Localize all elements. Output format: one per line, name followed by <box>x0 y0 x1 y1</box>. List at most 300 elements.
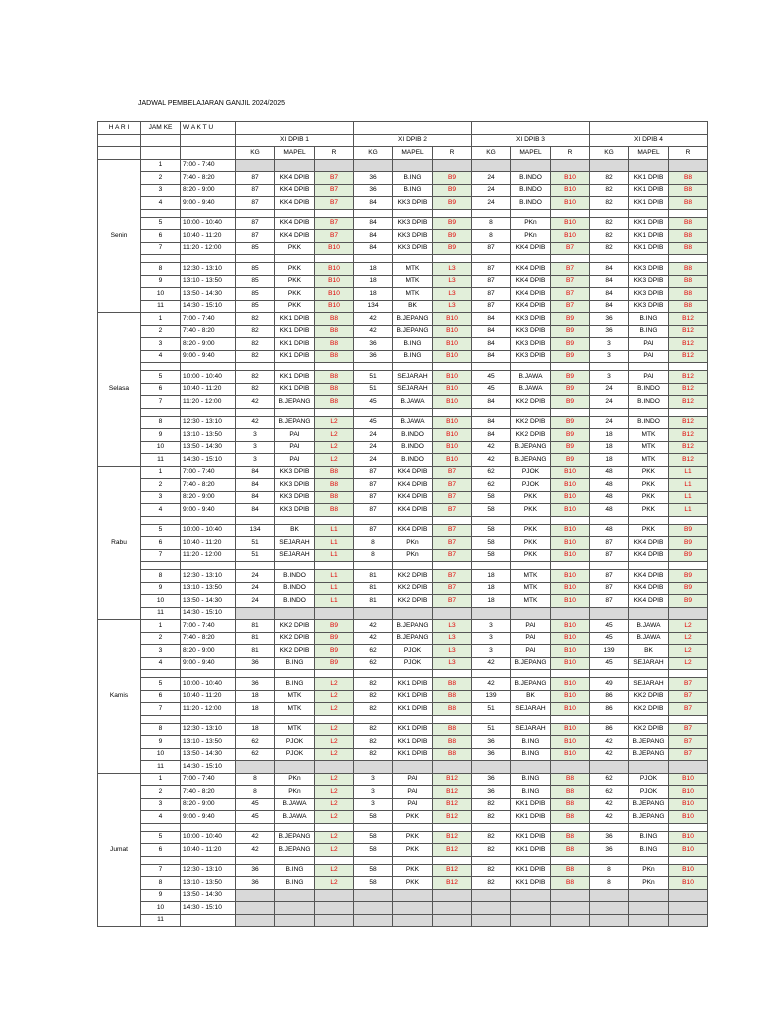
kg-cell: 45 <box>472 383 511 396</box>
kg-cell: 36 <box>236 877 275 890</box>
mapel-cell: PJOK <box>511 466 551 479</box>
jam-ke-cell <box>141 516 181 524</box>
mapel-cell: KK1 DPIB <box>393 703 433 716</box>
room-cell <box>551 761 590 774</box>
class-header <box>236 122 354 135</box>
room-cell: B8 <box>433 748 472 761</box>
mapel-cell <box>275 761 315 774</box>
jam-ke-cell: 2 <box>141 479 181 492</box>
jam-ke-cell: 8 <box>141 877 181 890</box>
kg-cell: 24 <box>236 570 275 583</box>
jam-ke-cell: 1 <box>141 313 181 326</box>
kg-cell <box>472 670 511 678</box>
mapel-cell <box>393 761 433 774</box>
room-cell: L1 <box>315 595 354 608</box>
jam-ke-cell: 2 <box>141 786 181 799</box>
waktu-cell: 7:40 - 8:20 <box>181 479 236 492</box>
room-cell: B7 <box>551 263 590 276</box>
room-cell <box>551 715 590 723</box>
mapel-cell <box>511 516 551 524</box>
mapel-cell: KK1 DPIB <box>629 172 669 185</box>
mapel-cell: KK1 DPIB <box>511 811 551 824</box>
mapel-cell: PKK <box>629 479 669 492</box>
kg-cell: 85 <box>236 263 275 276</box>
kg-cell: 42 <box>236 831 275 844</box>
room-cell <box>433 914 472 927</box>
kg-cell: 3 <box>354 798 393 811</box>
waktu-cell <box>181 363 236 371</box>
mapel-cell: KK3 DPIB <box>511 350 551 363</box>
room-cell <box>551 902 590 915</box>
room-cell <box>551 607 590 620</box>
kg-cell: 82 <box>236 325 275 338</box>
kg-cell: 48 <box>590 524 629 537</box>
jam-ke-cell: 4 <box>141 504 181 517</box>
class-name: XI DPIB 4 <box>590 134 708 147</box>
mapel-cell: B.INDO <box>393 441 433 454</box>
jam-ke-cell: 4 <box>141 657 181 670</box>
room-cell <box>669 670 708 678</box>
waktu-cell: 13:50 - 14:30 <box>181 889 236 902</box>
room-cell <box>551 562 590 570</box>
mapel-cell: B.INDO <box>393 454 433 467</box>
room-cell: B10 <box>551 549 590 562</box>
jam-ke-cell <box>141 670 181 678</box>
waktu-cell: 12:30 - 13:10 <box>181 416 236 429</box>
kg-cell: 36 <box>236 864 275 877</box>
mapel-cell: KK1 DPIB <box>393 678 433 691</box>
room-cell <box>433 516 472 524</box>
mapel-cell: B.JAWA <box>393 396 433 409</box>
room-cell: B8 <box>669 242 708 255</box>
room-cell: L3 <box>433 263 472 276</box>
waktu-cell: 14:30 - 15:10 <box>181 761 236 774</box>
kg-cell: 82 <box>590 242 629 255</box>
room-cell: L2 <box>315 786 354 799</box>
mapel-cell: PKK <box>393 831 433 844</box>
kg-cell: 84 <box>472 313 511 326</box>
header-jamke: JAM KE <box>141 122 181 135</box>
mapel-cell: SEJARAH <box>275 537 315 550</box>
kg-cell: 86 <box>590 723 629 736</box>
kg-cell: 24 <box>590 416 629 429</box>
jam-ke-cell: 7 <box>141 549 181 562</box>
mapel-cell <box>629 209 669 217</box>
mapel-cell <box>511 856 551 864</box>
room-cell: B10 <box>433 429 472 442</box>
waktu-cell: 11:20 - 12:00 <box>181 242 236 255</box>
schedule-row <box>98 645 708 658</box>
room-cell <box>551 408 590 416</box>
kg-cell: 42 <box>354 620 393 633</box>
room-cell: L1 <box>315 524 354 537</box>
mapel-cell: KK2 DPIB <box>393 595 433 608</box>
schedule-row <box>98 786 708 799</box>
mapel-cell: PJOK <box>511 479 551 492</box>
mapel-cell: B.ING <box>393 350 433 363</box>
room-cell: L2 <box>669 620 708 633</box>
kg-cell <box>472 856 511 864</box>
schedule-row <box>98 607 708 620</box>
kg-cell: 18 <box>590 429 629 442</box>
mapel-cell: KK1 DPIB <box>393 690 433 703</box>
mapel-cell <box>511 607 551 620</box>
mapel-cell: SEJARAH <box>629 657 669 670</box>
mapel-cell: B.INDO <box>275 582 315 595</box>
kg-cell: 42 <box>472 441 511 454</box>
kg-cell: 87 <box>354 504 393 517</box>
mapel-cell: B.ING <box>629 844 669 857</box>
mapel-cell: PKn <box>275 773 315 786</box>
kg-cell: 87 <box>472 288 511 301</box>
room-cell: B8 <box>315 396 354 409</box>
mapel-cell: SEJARAH <box>629 678 669 691</box>
mapel-cell <box>393 902 433 915</box>
room-cell: B10 <box>551 703 590 716</box>
mapel-cell <box>511 914 551 927</box>
mapel-cell: B.JAWA <box>393 416 433 429</box>
jam-ke-cell <box>141 408 181 416</box>
mapel-cell: MTK <box>393 263 433 276</box>
kg-cell: 62 <box>354 645 393 658</box>
room-cell <box>551 516 590 524</box>
room-cell: B8 <box>433 690 472 703</box>
sub-header-mapel: MAPEL <box>511 147 551 160</box>
kg-cell: 58 <box>472 524 511 537</box>
kg-cell: 58 <box>354 864 393 877</box>
kg-cell <box>354 408 393 416</box>
kg-cell: 36 <box>472 786 511 799</box>
jam-ke-cell: 3 <box>141 798 181 811</box>
break-row <box>98 562 708 570</box>
room-cell: B8 <box>315 491 354 504</box>
kg-cell: 3 <box>236 429 275 442</box>
mapel-cell <box>629 562 669 570</box>
kg-cell <box>354 516 393 524</box>
room-cell: B8 <box>669 217 708 230</box>
jam-ke-cell: 6 <box>141 844 181 857</box>
kg-cell <box>472 159 511 172</box>
mapel-cell: B.ING <box>393 338 433 351</box>
kg-cell: 87 <box>590 595 629 608</box>
schedule-row <box>98 844 708 857</box>
mapel-cell: KK2 DPIB <box>275 620 315 633</box>
mapel-cell: PKn <box>393 549 433 562</box>
mapel-cell <box>393 516 433 524</box>
mapel-cell: KK1 DPIB <box>393 748 433 761</box>
kg-cell <box>472 408 511 416</box>
kg-cell: 62 <box>236 748 275 761</box>
room-cell: B7 <box>433 595 472 608</box>
mapel-cell: KK1 DPIB <box>511 798 551 811</box>
room-cell <box>551 823 590 831</box>
kg-cell <box>236 856 275 864</box>
mapel-cell: PKK <box>393 877 433 890</box>
room-cell: B12 <box>669 371 708 384</box>
mapel-cell: KK4 DPIB <box>275 197 315 210</box>
mapel-cell: KK2 DPIB <box>629 723 669 736</box>
mapel-cell: MTK <box>629 429 669 442</box>
jam-ke-cell: 10 <box>141 441 181 454</box>
room-cell: B10 <box>551 524 590 537</box>
kg-cell <box>590 823 629 831</box>
mapel-cell: BK <box>275 524 315 537</box>
mapel-cell: KK4 DPIB <box>629 570 669 583</box>
kg-cell: 18 <box>472 582 511 595</box>
room-cell <box>315 562 354 570</box>
kg-cell: 84 <box>590 288 629 301</box>
room-cell: B10 <box>551 217 590 230</box>
room-cell: B9 <box>669 524 708 537</box>
jam-ke-cell: 6 <box>141 537 181 550</box>
mapel-cell: B.ING <box>511 786 551 799</box>
waktu-cell <box>181 715 236 723</box>
mapel-cell <box>511 255 551 263</box>
jam-ke-cell: 11 <box>141 914 181 927</box>
header-row-sub <box>98 147 708 160</box>
jam-ke-cell: 4 <box>141 350 181 363</box>
jam-ke-cell <box>141 856 181 864</box>
room-cell: B8 <box>669 263 708 276</box>
mapel-cell <box>629 902 669 915</box>
kg-cell <box>590 856 629 864</box>
kg-cell: 82 <box>590 184 629 197</box>
mapel-cell: B.ING <box>629 325 669 338</box>
mapel-cell: PKn <box>511 217 551 230</box>
header-waktu: W A K T U <box>181 122 236 135</box>
jam-ke-cell: 9 <box>141 889 181 902</box>
schedule-row <box>98 582 708 595</box>
kg-cell: 51 <box>236 549 275 562</box>
room-cell: B10 <box>669 798 708 811</box>
waktu-cell <box>181 914 236 927</box>
room-cell: B12 <box>669 416 708 429</box>
kg-cell: 45 <box>354 396 393 409</box>
room-cell: B10 <box>551 479 590 492</box>
mapel-cell: PKK <box>629 466 669 479</box>
kg-cell: 45 <box>590 620 629 633</box>
mapel-cell: B.JAWA <box>511 383 551 396</box>
mapel-cell: KK4 DPIB <box>393 466 433 479</box>
room-cell: B10 <box>669 831 708 844</box>
kg-cell: 87 <box>472 263 511 276</box>
kg-cell: 45 <box>590 632 629 645</box>
mapel-cell <box>393 562 433 570</box>
schedule-row <box>98 877 708 890</box>
room-cell <box>315 159 354 172</box>
mapel-cell: PKK <box>511 491 551 504</box>
mapel-cell <box>393 159 433 172</box>
mapel-cell: KK1 DPIB <box>511 844 551 857</box>
room-cell: L2 <box>315 877 354 890</box>
mapel-cell <box>275 856 315 864</box>
header-hari: H A R I <box>98 122 141 135</box>
schedule-row <box>98 275 708 288</box>
waktu-cell <box>181 670 236 678</box>
room-cell <box>315 255 354 263</box>
kg-cell <box>472 562 511 570</box>
mapel-cell: PKK <box>275 263 315 276</box>
kg-cell: 82 <box>590 217 629 230</box>
waktu-cell: 13:10 - 13:50 <box>181 275 236 288</box>
waktu-cell: 9:00 - 9:40 <box>181 811 236 824</box>
schedule-row <box>98 491 708 504</box>
room-cell: B10 <box>433 325 472 338</box>
kg-cell <box>472 715 511 723</box>
mapel-cell: KK1 DPIB <box>393 723 433 736</box>
kg-cell <box>236 607 275 620</box>
mapel-cell: KK1 DPIB <box>275 371 315 384</box>
room-cell <box>433 761 472 774</box>
mapel-cell: KK4 DPIB <box>275 184 315 197</box>
jam-ke-cell: 4 <box>141 811 181 824</box>
break-row <box>98 209 708 217</box>
waktu-cell: 7:40 - 8:20 <box>181 786 236 799</box>
kg-cell: 87 <box>590 582 629 595</box>
kg-cell: 87 <box>590 537 629 550</box>
kg-cell: 84 <box>236 504 275 517</box>
room-cell: L2 <box>315 831 354 844</box>
mapel-cell: KK4 DPIB <box>629 537 669 550</box>
mapel-cell: PKK <box>275 242 315 255</box>
mapel-cell <box>511 902 551 915</box>
room-cell: B8 <box>551 798 590 811</box>
schedule-row <box>98 338 708 351</box>
mapel-cell: PAI <box>275 441 315 454</box>
schedule-row <box>98 288 708 301</box>
jam-ke-cell: 8 <box>141 263 181 276</box>
mapel-cell: B.JEPANG <box>275 844 315 857</box>
mapel-cell: KK1 DPIB <box>275 313 315 326</box>
kg-cell <box>354 670 393 678</box>
room-cell: B10 <box>551 537 590 550</box>
mapel-cell: B.JEPANG <box>511 441 551 454</box>
mapel-cell: KK4 DPIB <box>511 300 551 313</box>
kg-cell: 87 <box>236 197 275 210</box>
jam-ke-cell: 1 <box>141 466 181 479</box>
kg-cell <box>354 363 393 371</box>
room-cell: L2 <box>315 736 354 749</box>
kg-cell: 85 <box>236 288 275 301</box>
room-cell: B10 <box>551 466 590 479</box>
waktu-cell: 7:00 - 7:40 <box>181 159 236 172</box>
room-cell: B12 <box>669 338 708 351</box>
mapel-cell: B.JEPANG <box>511 454 551 467</box>
room-cell: B9 <box>315 632 354 645</box>
kg-cell <box>590 914 629 927</box>
mapel-cell: KK3 DPIB <box>629 263 669 276</box>
mapel-cell <box>629 363 669 371</box>
waktu-cell: 7:40 - 8:20 <box>181 325 236 338</box>
room-cell: B7 <box>669 690 708 703</box>
room-cell: L2 <box>315 798 354 811</box>
room-cell: B10 <box>433 371 472 384</box>
mapel-cell <box>393 670 433 678</box>
kg-cell: 45 <box>354 416 393 429</box>
kg-cell: 51 <box>354 383 393 396</box>
kg-cell: 84 <box>472 396 511 409</box>
room-cell: B9 <box>669 595 708 608</box>
kg-cell: 49 <box>590 678 629 691</box>
room-cell: L2 <box>315 454 354 467</box>
room-cell <box>551 363 590 371</box>
kg-cell: 82 <box>236 371 275 384</box>
mapel-cell: B.ING <box>275 678 315 691</box>
kg-cell: 8 <box>236 786 275 799</box>
mapel-cell: PJOK <box>275 736 315 749</box>
kg-cell: 87 <box>354 466 393 479</box>
kg-cell: 18 <box>472 595 511 608</box>
mapel-cell <box>393 408 433 416</box>
schedule-row <box>98 242 708 255</box>
mapel-cell <box>275 408 315 416</box>
kg-cell: 82 <box>354 748 393 761</box>
waktu-cell: 13:10 - 13:50 <box>181 877 236 890</box>
kg-cell: 87 <box>236 217 275 230</box>
mapel-cell: B.JAWA <box>629 632 669 645</box>
mapel-cell: KK4 DPIB <box>393 524 433 537</box>
schedule-row <box>98 172 708 185</box>
room-cell: B8 <box>433 736 472 749</box>
mapel-cell: B.INDO <box>393 429 433 442</box>
jam-ke-cell: 5 <box>141 678 181 691</box>
waktu-cell <box>181 823 236 831</box>
room-cell: B12 <box>669 313 708 326</box>
room-cell: B8 <box>669 275 708 288</box>
room-cell: B7 <box>433 466 472 479</box>
mapel-cell: KK3 DPIB <box>511 313 551 326</box>
kg-cell: 82 <box>590 197 629 210</box>
waktu-cell: 11:20 - 12:00 <box>181 396 236 409</box>
kg-cell: 42 <box>590 736 629 749</box>
mapel-cell <box>629 761 669 774</box>
mapel-cell <box>275 562 315 570</box>
room-cell: B9 <box>315 657 354 670</box>
jam-ke-cell: 11 <box>141 761 181 774</box>
schedule-row <box>98 773 708 786</box>
day-name: Jumat <box>98 773 141 927</box>
room-cell: B10 <box>551 748 590 761</box>
mapel-cell: PAI <box>511 632 551 645</box>
break-row <box>98 670 708 678</box>
room-cell: B12 <box>433 798 472 811</box>
sub-header-kg: KG <box>236 147 275 160</box>
waktu-cell: 8:20 - 9:00 <box>181 645 236 658</box>
room-cell: B9 <box>551 454 590 467</box>
mapel-cell: KK3 DPIB <box>393 230 433 243</box>
room-cell: B7 <box>551 275 590 288</box>
mapel-cell: MTK <box>511 595 551 608</box>
room-cell: L2 <box>315 864 354 877</box>
schedule-row <box>98 537 708 550</box>
kg-cell: 3 <box>472 645 511 658</box>
mapel-cell: MTK <box>393 288 433 301</box>
room-cell: B10 <box>669 864 708 877</box>
room-cell: B8 <box>551 877 590 890</box>
mapel-cell <box>629 159 669 172</box>
kg-cell: 58 <box>354 811 393 824</box>
mapel-cell: B.JEPANG <box>629 736 669 749</box>
jam-ke-cell <box>141 715 181 723</box>
kg-cell <box>354 159 393 172</box>
room-cell <box>433 209 472 217</box>
mapel-cell: KK1 DPIB <box>511 864 551 877</box>
mapel-cell: PAI <box>511 620 551 633</box>
mapel-cell: KK2 DPIB <box>275 645 315 658</box>
room-cell: B10 <box>669 786 708 799</box>
kg-cell: 58 <box>472 549 511 562</box>
mapel-cell: SEJARAH <box>393 371 433 384</box>
